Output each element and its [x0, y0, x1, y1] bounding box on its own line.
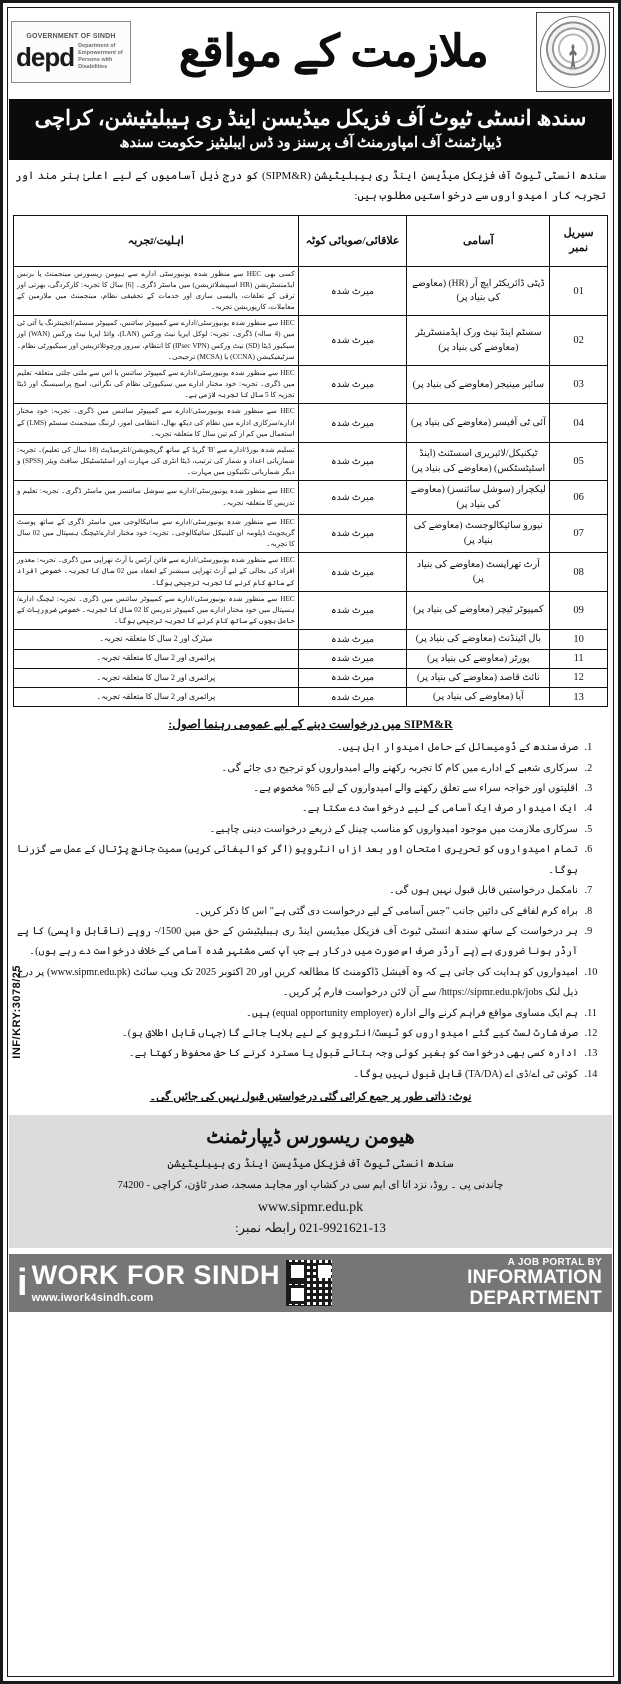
guideline-item: 11. ہم ایک مساوی مواقع فراہم کرنے والے ادارہ (equal opportunity employer) ہیں۔: [17, 1004, 582, 1024]
cell-post-title: سائبر مینیجر (معاوضے کی بنیاد پر): [407, 365, 550, 403]
cell-qualification: HEC سے منظور شدہ یونیورسٹی/ادارے سے سائیکالوجی میں ماسٹر ڈگری کے ساتھ پوسٹ گریجویٹ ڈپلومہ ان کلینیکل سائیکالوجی۔ تجربہ: خود مختار ادارے/ٹیچنگ ہسپتال میں 02 سال کا تجربہ۔: [14, 514, 299, 552]
guideline-item: 7. نامکمل درخواستیں قابل قبول نہیں ہوں گی۔: [17, 881, 582, 901]
cell-qualification: HEC سے منظور شدہ یونیورسٹی/ادارے سے کمپیوٹر سائنس میں ڈگری۔ تجربہ: خود مختار ادارے/سرکاری ادارے میں نظام کی دیکھ بھال، انتظامی امور، لرننگ مینجمنٹ سسٹم (LMS) کے استعمال میں کم از کم تین سال کا متعلقہ تجربہ۔: [14, 404, 299, 442]
guideline-item: 6. تمام امیدواروں کو تحریری امتحان اور بعد ازاں انٹرویو (اگر کوالیفائی کریں) سمیت جانچ پڑتال کے عمل سے گزرنا ہوگا۔: [17, 840, 582, 881]
cell-serial: 03: [550, 365, 608, 403]
guidelines-heading: SIPM&R میں درخواست دینے کے لیے عمومی رہنما اصول:: [168, 717, 453, 732]
iwork-brand-text: WORK FOR SINDH: [31, 1260, 281, 1290]
cell-qualification: HEC سے منظور شدہ یونیورسٹی/ادارے سے کمپیوٹر سائنس یا اس سے ملتی جلتی متعلقہ تعلیم میں ڈگری۔ تجربہ: خود مختار ادارے میں سیکیورٹی نظام کی نگرانی، امیج پراسیسنگ اور ڈیٹا تجزیہ کا 5 سال کا تجربہ لازمی ہے۔: [14, 365, 299, 403]
footer-website-link[interactable]: www.sipmr.edu.pk: [257, 1200, 364, 1215]
cell-qualification: HEC سے منظور شدہ یونیورسٹی/ادارے سے کمپیوٹر سائنس، کمپیوٹر سسٹم/انجینئرنگ یا آئی ٹی میں (4 سالہ) ڈگری۔ تجربہ: لوکل ایریا نیٹ ورکس (LAN)، وائڈ ایریا نیٹ ورکس (WAN) اور سیکیور ڈیٹا (SD) نیٹ ورکس (IPsec VPN) کا انتظام، سرور ورچوئلائزیشن اور سیکیورٹی نظام۔ سرٹیفیکیشن (CCNA) یا (MCSA) ترجیحی۔: [14, 316, 299, 366]
depd-wordmark: depd: [16, 42, 75, 72]
cell-qualification: پرائمری اور 2 سال کا متعلقہ تجربہ۔: [14, 688, 299, 707]
depd-logo: [11, 21, 131, 83]
information-department-label: INFORMATION DEPARTMENT: [467, 1266, 602, 1309]
cell-post-title: پورٹر (معاوضے کی بنیاد پر): [407, 649, 550, 668]
cell-serial: 08: [550, 553, 608, 591]
guideline-item: 12. صرف شارٹ لسٹ کیے گئے امیدواروں کو ٹیسٹ/انٹرویو کے لیے بلایا جائے گا (جہاں قابل اطلاق ہو)۔: [17, 1024, 582, 1044]
cell-qualification: HEC سے منظور شدہ یونیورسٹی/ادارے سے سوشل سائنسز میں ماسٹر ڈگری۔ تجربہ: تعلیم و تدریس کا متعلقہ تجربہ۔: [14, 481, 299, 515]
guideline-item: 3. اقلیتوں اور خواجہ سراء سے تعلق رکھنے والے امیدواروں کے لیے 5% مخصوص ہے۔: [17, 779, 582, 799]
header-quota: علاقائی/صوبائی کوٹہ: [298, 215, 407, 266]
cell-quota: میرٹ شدہ: [298, 649, 407, 668]
cell-post-title: لیکچرار (سوشل سائنسز) (معاوضے کی بنیاد پر): [407, 481, 550, 515]
cell-serial: 05: [550, 442, 608, 480]
footer-organization: سندھ انسٹی ٹیوٹ آف فزیکل میڈیسن اینڈ ری ہیبلیٹیشن: [167, 1157, 454, 1170]
cell-serial: 10: [550, 630, 608, 649]
cell-serial: 09: [550, 591, 608, 629]
depd-subtitle: Department of Empowerment of Persons with Disabilities: [78, 43, 123, 70]
cell-post-title: سسٹم اینڈ نیٹ ورک ایڈمنسٹریٹر (معاوضے کی بنیاد پر): [407, 316, 550, 366]
cell-qualification: پرائمری اور 2 سال کا متعلقہ تجربہ۔: [14, 649, 299, 668]
cell-quota: میرٹ شدہ: [298, 688, 407, 707]
institute-name: سندھ انسٹی ٹیوٹ آف فزیکل میڈیسن اینڈ ری ہیبلیٹیشن، کراچی: [34, 106, 587, 130]
cell-post-title: نیورو سائیکالوجسٹ (معاوضے کی بنیاد پر): [407, 514, 550, 552]
cell-qualification: تسلیم شدہ بورڈ/ادارے سے 'B' گریڈ کے ساتھ گریجویشن/انٹرمیڈیٹ (18 سال کی تعلیم)۔ تجربہ: شماریاتی اعداد و شمار کی ترتیب، ڈیٹا انٹری کی مہارت اور اسٹیٹسٹیکل سافٹ ویئر (SPSS) و دیگر شماریاتی تکنیکوں میں مہارت۔: [14, 442, 299, 480]
department-name: ڈیپارٹمنٹ آف امپاورمنٹ آف پرسنز ود ڈس ایبلیٹیز حکومت سندھ: [119, 135, 502, 152]
cell-serial: 04: [550, 404, 608, 442]
header-post: آسامی: [407, 215, 550, 266]
cell-post-title: آیا (معاوضے کی بنیاد پر): [407, 688, 550, 707]
cell-quota: میرٹ شدہ: [298, 365, 407, 403]
guideline-item: 1. صرف سندھ کے ڈومیسائل کے حامل امیدوار اہل ہیں۔: [17, 738, 582, 758]
footer-phone-number: 021-9921621-13: [299, 1220, 386, 1235]
footer-department: ھیومن ریسورس ڈیپارٹمنٹ: [206, 1127, 415, 1149]
cell-qualification: کسی بھی HEC سے منظور شدہ یونیورسٹی ادارے سے ہیومن ریسورس مینجمنٹ یا بزنس ایڈمنسٹریشن (HR اسپیشلائزیشن) میں ماسٹر ڈگری۔ [6] سال کا تجربہ: کارکردگی، بھرتی اور ترقی کے تعلقات، پالیسی سازی اور خدمات کے تحقیقی نظام، مینجمنٹ میں ملازمین کے معاملات، کارپوریشن تجربہ۔: [14, 266, 299, 316]
footer-phone-label: رابطہ نمبر:: [235, 1220, 296, 1235]
cell-post-title: آئی ٹی آفیسر (معاوضے کی بنیاد پر): [407, 404, 550, 442]
cell-serial: 11: [550, 649, 608, 668]
cell-quota: میرٹ شدہ: [298, 591, 407, 629]
footer-address: چاندنی پی ۔ روڈ، نزد اتا ای ایم سی در کشاپ اور مجاہد مسجد، صدر ٹاؤن، کراچی - 74200: [117, 1180, 504, 1192]
guideline-item: 5. سرکاری ملازمت میں موجود امیدواروں کو مناسب چینل کے ذریعے درخواست دینی چاہیے۔: [17, 820, 582, 840]
guideline-item: 4. ایک امیدوار صرف ایک آسامی کے لیے درخواست دے سکتا ہے۔: [17, 799, 582, 819]
guideline-item: 10. امیدواروں کو ہدایت کی جاتی ہے کہ وہ آفیشل ڈاکومنٹ کا مطالعہ کریں اور 20 اکتوبر 2025 تک ویب سائٹ (www.sipmr.edu.pk) پر درج ذیل لنک https://sipmr.edu.pk/jobs/ سے آن لائن درخواست فارم پُر کریں۔: [17, 963, 582, 1004]
cell-post-title: آرٹ تھراپسٹ (معاوضے کی بنیاد پر): [407, 553, 550, 591]
cell-serial: 13: [550, 688, 608, 707]
cell-qualification: HEC سے منظور شدہ یونیورسٹی/ادارے سے کمپیوٹر سائنس میں ڈگری۔ تجربہ: ٹیچنگ ادارے/ہسپتال میں خود مختار ادارے میں کمپیوٹر تدریس کا 02 سال کا تجربہ۔ خصوصی ضروریات کے حامل بچوں کے ساتھ کام کرنے کا تجربہ ترجیحی ہوگا۔: [14, 591, 299, 629]
iwork-website-link[interactable]: www.iwork4sindh.com: [31, 1292, 154, 1304]
cell-post-title: نائٹ قاصد (معاوضے کی بنیاد پر): [407, 668, 550, 687]
guideline-item: 13. ادارہ کسی بھی درخواست کو بغیر کوئی وجہ بتائے قبول یا مسترد کرنے کا حق محفوظ رکھتا ہے۔: [17, 1044, 582, 1064]
cell-serial: 01: [550, 266, 608, 316]
cell-quota: میرٹ شدہ: [298, 514, 407, 552]
cell-serial: 06: [550, 481, 608, 515]
qr-code-icon[interactable]: [286, 1260, 332, 1306]
cell-qualification: میٹرک اور 2 سال کا متعلقہ تجربہ۔: [14, 630, 299, 649]
intro-paragraph: سندھ انسٹی ٹیوٹ آف فزیکل میڈیسن اینڈ ری ہیبلیٹیشن (SIPM&R) کو درج ذیل آسامیوں کے لیے اعلیٰ ہنر مند اور تجربہ کار امیدواروں سے درخواستیں مطلوب ہیں:: [15, 170, 607, 202]
cell-qualification: HEC سے منظور شدہ یونیورسٹی/ادارے سے فائن آرٹس یا آرٹ تھراپی میں ڈگری۔ تجربہ: معذور افراد کی بحالی کے لیے آرٹ تھراپی سیشنز کے انعقاد میں 02 سال کا تجربہ۔ خصوصی افراد کے ساتھ کام کرنے کا تجربہ ترجیحی ہوگا۔: [14, 553, 299, 591]
guidelines-bold-note: نوٹ: ذاتی طور پر جمع کرائی گئی درخواستیں قبول نہیں کی جائیں گی۔: [149, 1091, 472, 1104]
guideline-item: 8. براہ کرم لفافے کی دائیں جانب "جس آسامی کے لیے درخواست دی گئی ہے" اس کا ذکر کریں۔: [17, 902, 582, 922]
header-serial: سیریل نمبر: [550, 215, 608, 266]
cell-quota: میرٹ شدہ: [298, 630, 407, 649]
guideline-item: 9. ہر درخواست کے ساتھ سندھ انسٹی ٹیوٹ آف فزیکل میڈیسن اینڈ ری ہیبلیٹیشن کے حق میں 1500/- روپے (ناقابل واپسی) کا پے آرڈر ہونا ضروری ہے (پے آرڈر صرف اس صورت میں درکار ہے جب آپ کسی مشتہر شدہ آسامی کے خلاف درخواست دے رہے ہوں)۔: [17, 922, 582, 963]
cell-post-title: کمپیوٹر ٹیچر (معاوضے کی بنیاد پر): [407, 591, 550, 629]
header-qualification: اہلیت/تجربہ: [14, 215, 299, 266]
cell-serial: 02: [550, 316, 608, 366]
guideline-item: 14. کوئی ٹی اے/ڈی اے (TA/DA) قابل قبول نہیں ہوگا۔: [17, 1065, 582, 1085]
guideline-item: 2. سرکاری شعبے کے ادارے میں کام کا تجربہ رکھنے والے امیدواروں کو ترجیح دی جائے گی۔: [17, 759, 582, 779]
portal-by-label: A JOB PORTAL BY: [507, 1256, 602, 1268]
cell-post-title: ڈپٹی ڈائریکٹر ایچ آر (HR) (معاوضے کی بنیاد پر): [407, 266, 550, 316]
sindh-seal-logo: [536, 12, 610, 92]
cell-quota: میرٹ شدہ: [298, 481, 407, 515]
cell-quota: میرٹ شدہ: [298, 553, 407, 591]
poster-header: [3, 3, 618, 99]
cell-quota: میرٹ شدہ: [298, 404, 407, 442]
cell-quota: میرٹ شدہ: [298, 442, 407, 480]
cell-quota: میرٹ شدہ: [298, 316, 407, 366]
cell-quota: میرٹ شدہ: [298, 266, 407, 316]
iwork-i-logo-icon: i: [17, 1262, 28, 1304]
cell-quota: میرٹ شدہ: [298, 668, 407, 687]
depd-government-line: GOVERNMENT OF SINDH: [26, 33, 116, 41]
cell-post-title: بال اٹینڈنٹ (معاوضے کی بنیاد پر): [407, 630, 550, 649]
cell-serial: 12: [550, 668, 608, 687]
cell-post-title: ٹیکنیکل/لائبریری اسسٹنٹ (اینڈ اسٹیٹسٹکس) (معاوضے کی بنیاد پر): [407, 442, 550, 480]
poster-inner-border: [7, 7, 614, 1677]
depd-wordmark-group: [16, 43, 126, 71]
cell-qualification: پرائمری اور 2 سال کا متعلقہ تجربہ۔: [14, 668, 299, 687]
inf-reference-number: INF/KRY:3078/25: [11, 965, 23, 1059]
cell-serial: 07: [550, 514, 608, 552]
seal-emblem-icon: [540, 16, 606, 88]
footer-phone-row: [15, 1220, 606, 1236]
page-title: ملازمت کے مواقع: [178, 27, 489, 76]
